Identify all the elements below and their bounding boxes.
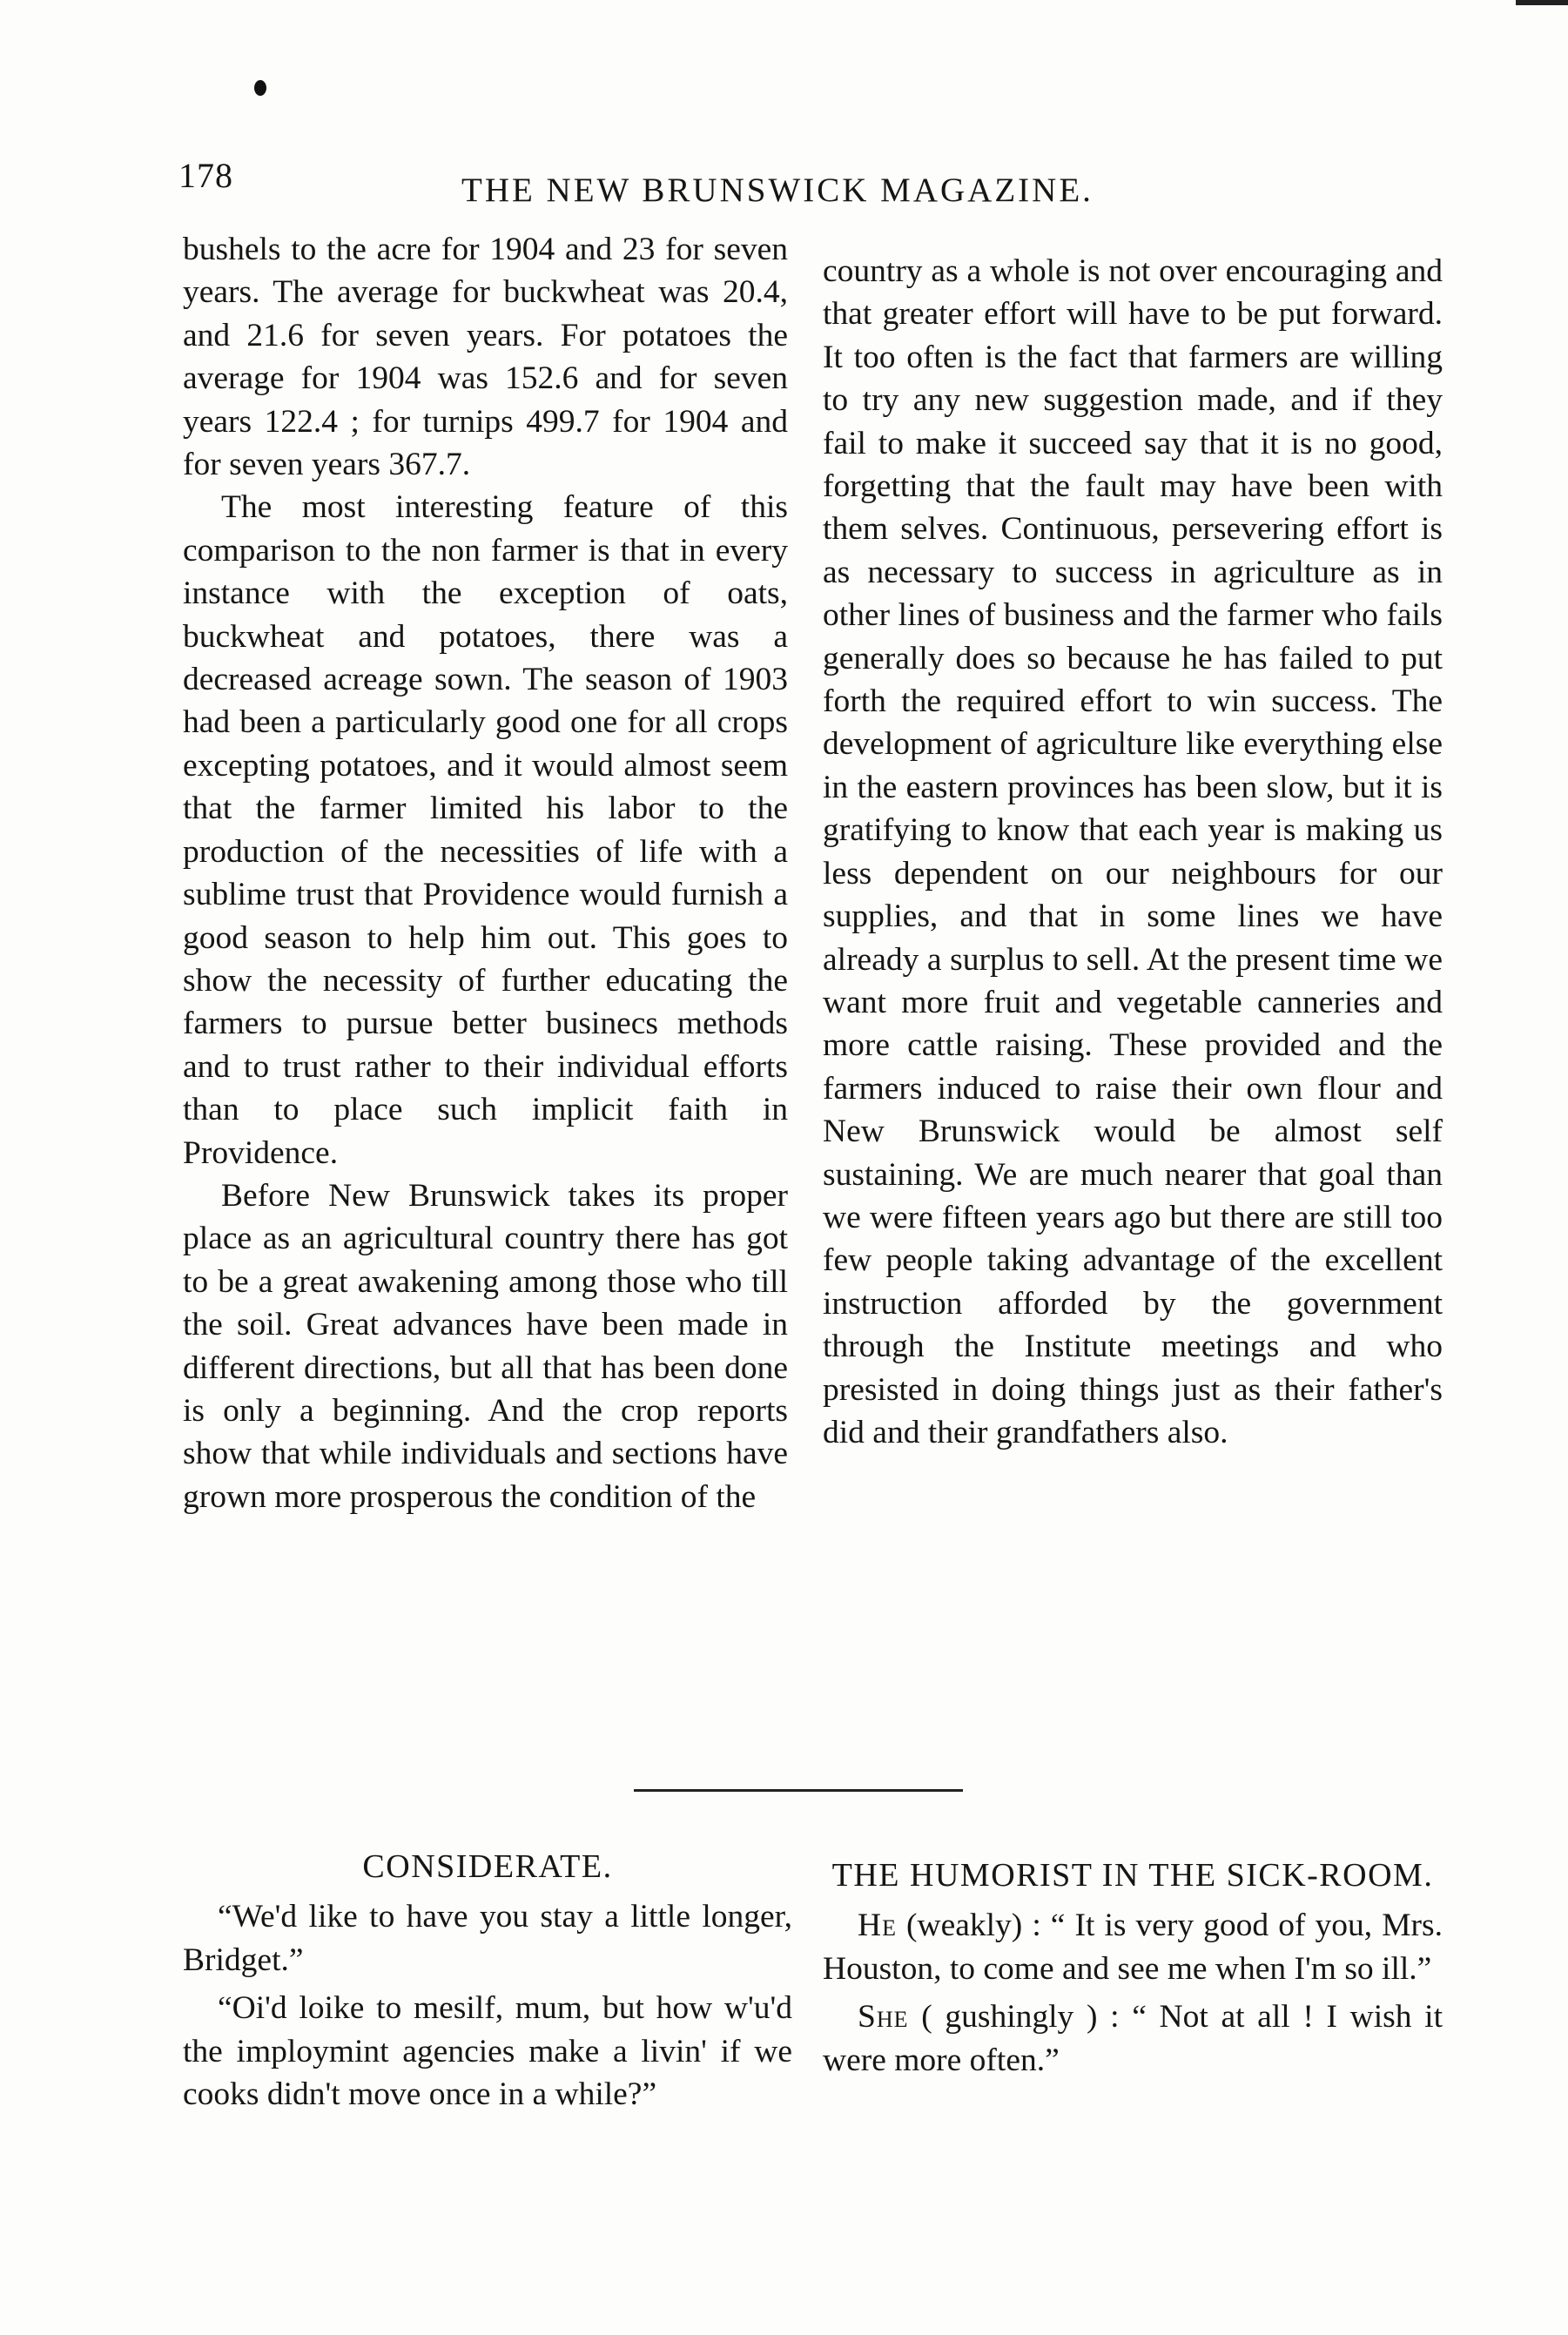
humorist-she-line bbox=[823, 1995, 1443, 2082]
section-divider bbox=[634, 1789, 963, 1792]
corner-rule bbox=[1516, 0, 1568, 5]
considerate-title: CONSIDERATE. bbox=[362, 1848, 613, 1885]
article-paragraph-4: country as a whole is not over encouraging and that greater effort will have to be put forward. It too often is the fact that farmers are willing to try any new suggestion made, and if they fail to make it succeed say that it is no good, forgetting that the fault may have been with them selves. Continuous, persevering effort is as necessary to success in agriculture as in other lines of business and the farmer who fails generally does so because he has failed to put forth the required effort to win success. The development of agriculture like everything else in the eastern provinces has been slow, but it is gratifying to know that each year is making us less dependent on our neighbours for our supplies, and that in some lines we have already a surplus to sell. At the present time we want more fruit and vegetable canneries and more cattle raising. These provided and the farmers induced to raise their own flour and New Brunswick would be almost self sustaining. We are much nearer that goal than we were fifteen years ago but there are still too few people taking advantage of the excellent instruction afforded by the government through the Institute meetings and who presisted in doing things just as their father's did and their grandfathers also. bbox=[823, 253, 1443, 1450]
article-left-column bbox=[183, 228, 788, 1518]
article-paragraph-2: The most interesting feature of this comparison to the non farmer is that in every instance with the exception of oats, buckwheat and potatoes, there was a decreased acreage sown. The season of 1903 had been a particularly good one for all crops excepting potatoes, and it would almost seem that the farmer limited his labor to the production of the necessities of life with a sublime trust that Providence would furnish a good season to help him out. This goes to show the necessity of further educating the farmers to pursue better businecs methods and to trust rather to their individual efforts than to place such implicit faith in Providence. bbox=[183, 489, 788, 1171]
humorist-title: THE HUMORIST IN THE SICK-ROOM. bbox=[831, 1857, 1434, 1894]
page-number: 178 bbox=[178, 156, 233, 195]
article-paragraph-3: Before New Brunswick takes its proper place as an agricultural country there has got to be a great awakening among those who till the soil. Great advances have been made in different directions, but all that has been done is only a beginning. And the crop reports show that while individuals and sections have grown more prosperous the condition of the bbox=[183, 1177, 788, 1515]
he-dialogue: (weakly) : “ It is very good of you, Mrs. Houston, to come and see me when I'm so ill.” bbox=[823, 1908, 1443, 1987]
considerate-section bbox=[183, 1846, 792, 2121]
humorist-section bbox=[823, 1854, 1443, 2087]
article-right-column bbox=[823, 250, 1443, 1454]
speaker-she: She bbox=[858, 1999, 909, 2036]
considerate-line-1: “We'd like to have you stay a little longer, Bridget.” bbox=[183, 1899, 792, 1978]
considerate-line-2: “Oi'd loike to mesilf, mum, but how w'u'd the imploymint agencies make a livin' if we cooks didn't move once in a while?” bbox=[183, 1990, 792, 2113]
running-head: THE NEW BRUNSWICK MAGAZINE. bbox=[461, 172, 1094, 209]
speaker-he: He bbox=[858, 1908, 897, 1944]
article-paragraph-1: bushels to the acre for 1904 and 23 for seven years. The average for buckwheat was 20.4, and 21.6 for seven years. For potatoes the average for 1904 was 152.6 and for seven years 122.4 ; for turnips 499.7 for 1904 and for seven years 367.7. bbox=[183, 232, 788, 483]
she-dialogue: ( gushingly ) : “ Not at all ! I wish it were more often.” bbox=[823, 1999, 1443, 2078]
humorist-he-line bbox=[823, 1904, 1443, 1990]
ink-mark bbox=[254, 80, 266, 96]
